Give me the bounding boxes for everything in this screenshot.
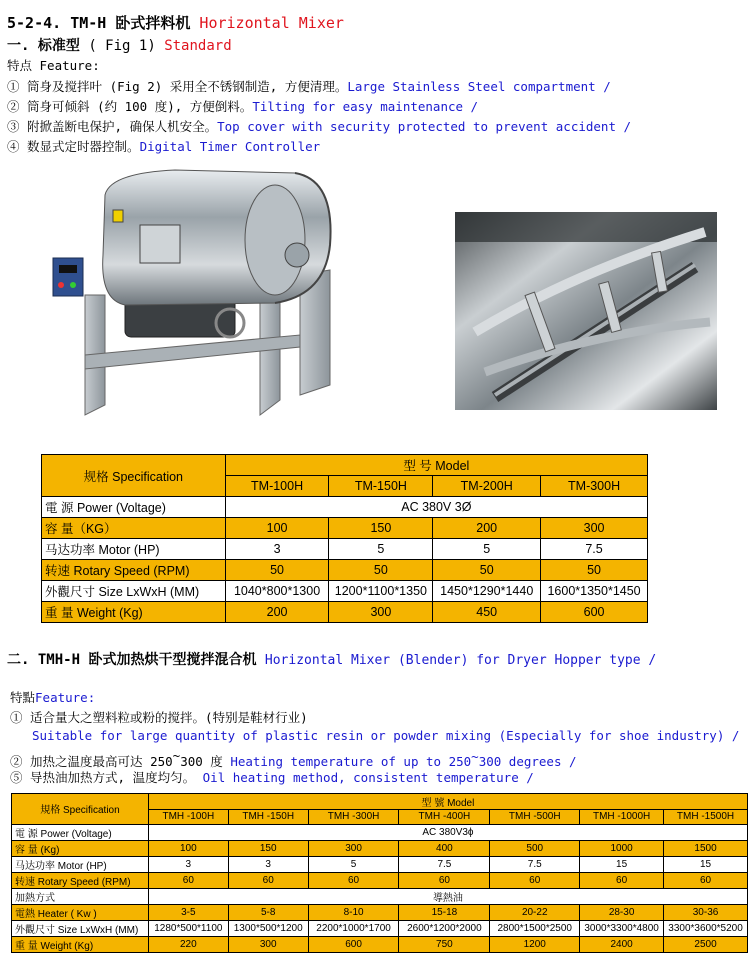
row-label: 容 量 (Kg) [12, 840, 149, 856]
title-cn: 卧式拌料机 [115, 14, 191, 32]
table-cell: 200 [433, 518, 541, 539]
feature-label-cn: 特點 [10, 690, 36, 705]
model-cell: TM-200H [433, 476, 541, 497]
row-label: 電熱 Heater ( Kw ) [12, 904, 149, 920]
model-cell: TMH -500H [490, 810, 580, 825]
feature-label-en: Feature: [35, 690, 96, 705]
table-cell: 5 [329, 539, 433, 560]
row-label: 马达功率 Motor (HP) [12, 856, 149, 872]
section2-heading [7, 649, 656, 669]
table-cell: 300 [541, 518, 648, 539]
feature-1-mark: ① [7, 79, 20, 94]
sec2-feature-2-en-a: Heating temperature of up to 250 [230, 754, 472, 769]
feature-2-mark: ② [7, 99, 20, 114]
table-cell: 100 [148, 840, 228, 856]
row-label: 外觀尺寸 Size LxWxH (MM) [12, 920, 149, 936]
table-cell: 3300*3600*5200 [664, 920, 748, 936]
sec2-feature-1-en: Suitable for large quantity of plastic resin or powder mixing (Especially for shoe industry) / [32, 728, 740, 743]
row-label: 容 量（KG） [42, 518, 226, 539]
sec2-feature-label [10, 688, 95, 706]
sec2-feature-1 [10, 708, 308, 726]
power-label: 電 源 Power (Voltage) [42, 497, 226, 518]
feature-1-en: Large Stainless Steel compartment / [347, 79, 611, 94]
sec2-feature-2-cn-a: 加热之温度最高可达 250 [30, 754, 173, 769]
table-cell: 3 [225, 539, 329, 560]
model-cell: TMH -150H [228, 810, 308, 825]
heat-value: 導熱油 [148, 888, 747, 904]
mixer-machine-photo [45, 165, 345, 440]
table-cell: 20-22 [490, 904, 580, 920]
feature-4-mark: ④ [7, 139, 20, 154]
row-label: 转速 Rotary Speed (RPM) [42, 560, 226, 581]
table-cell: 60 [580, 872, 664, 888]
sub-prefix: 一. [7, 38, 30, 54]
table-cell: 2600*1200*2000 [399, 920, 490, 936]
feature-4-en: Digital Timer Controller [139, 139, 321, 154]
model-cell: TMH -400H [399, 810, 490, 825]
table-cell: 5-8 [228, 904, 308, 920]
power-value: AC 380V3ϕ [148, 824, 747, 840]
sec2-title-cn: 卧式加热烘干型搅拌混合机 [88, 652, 257, 668]
power-label: 電 源 Power (Voltage) [12, 824, 149, 840]
section1-subheading [7, 35, 232, 55]
row-label: 重 量 Weight (Kg) [12, 936, 149, 952]
feature-1 [7, 77, 611, 95]
title-en: Horizontal Mixer [199, 14, 344, 32]
table-cell: 2400 [580, 936, 664, 952]
sec2-title-en: Horizontal Mixer (Blender) for Dryer Hopper type / [264, 653, 657, 668]
table-cell: 50 [225, 560, 329, 581]
table-cell: 1500 [664, 840, 748, 856]
sec2-feature-3-cn: 导热油加热方式, 温度均匀。 [30, 770, 196, 785]
table-cell: 60 [148, 872, 228, 888]
table-cell: 3 [228, 856, 308, 872]
table-cell: 2200*1000*1700 [308, 920, 399, 936]
heat-label: 加熱方式 [12, 888, 149, 904]
feature-3-cn: 附掀盖断电保护, 确保人机安全。 [27, 119, 218, 134]
table-cell: 7.5 [541, 539, 648, 560]
model-code: TM-H [70, 14, 107, 32]
feature-2 [7, 97, 478, 115]
table-cell: 500 [490, 840, 580, 856]
table-cell: 15 [580, 856, 664, 872]
section1-heading [7, 12, 344, 33]
table-cell: 300 [228, 936, 308, 952]
row-label: 重 量 Weight (Kg) [42, 602, 226, 623]
feature-2-cn: 筒身可倾斜 (约 100 度), 方便倒料。 [27, 99, 253, 114]
row-label: 马达功率 Motor (HP) [42, 539, 226, 560]
table-cell: 15 [664, 856, 748, 872]
model-cell: TMH -300H [308, 810, 399, 825]
table-cell: 7.5 [399, 856, 490, 872]
table-cell: 60 [399, 872, 490, 888]
sec2-prefix: 二. [7, 652, 30, 668]
table-cell: 750 [399, 936, 490, 952]
table-cell: 150 [228, 840, 308, 856]
tilde: ~ [471, 749, 479, 764]
sub-fig: ( Fig 1) [88, 38, 156, 54]
sec2-model: TMH-H [37, 652, 81, 668]
model-cell: TM-150H [329, 476, 433, 497]
table-cell: 150 [329, 518, 433, 539]
table-cell: 1280*500*1100 [148, 920, 228, 936]
tilde: ~ [172, 748, 181, 763]
table-cell: 60 [490, 872, 580, 888]
table-cell: 450 [433, 602, 541, 623]
table-cell: 600 [308, 936, 399, 952]
model-cell: TM-300H [541, 476, 648, 497]
feature-3-en: Top cover with security protected to prevent accident / [217, 119, 632, 134]
model-header: 型 號 Model [148, 794, 747, 810]
table-cell: 5 [433, 539, 541, 560]
table-cell: 1450*1290*1440 [433, 581, 541, 602]
table-cell: 220 [148, 936, 228, 952]
table-cell: 2800*1500*2500 [490, 920, 580, 936]
table-cell: 200 [225, 602, 329, 623]
table-cell: 7.5 [490, 856, 580, 872]
feature-4-cn: 数显式定时器控制。 [27, 139, 140, 154]
model-cell: TM-100H [225, 476, 329, 497]
sec2-feature-2 [10, 748, 577, 770]
sec2-feature-2-en-b: 300 degrees / [478, 754, 577, 769]
sec2-feature-3-en: Oil heating method, consistent temperature / [202, 770, 534, 785]
row-label: 转速 Rotary Speed (RPM) [12, 872, 149, 888]
sec2-feature-3-mark: ⑤ [10, 770, 23, 785]
row-label: 外觀尺寸 Size LxWxH (MM) [42, 581, 226, 602]
table-cell: 300 [329, 602, 433, 623]
table-cell: 100 [225, 518, 329, 539]
feature-4 [7, 137, 320, 155]
table-cell: 3000*3300*4800 [580, 920, 664, 936]
table-cell: 600 [541, 602, 648, 623]
table-cell: 60 [664, 872, 748, 888]
sub-en: Standard [164, 38, 232, 54]
table-cell: 60 [228, 872, 308, 888]
table-cell: 1200 [490, 936, 580, 952]
spec-table-standard [41, 454, 648, 623]
sec2-feature-2-cn-b: 300 度 [180, 754, 223, 769]
sec2-feature-2-mark: ② [10, 754, 23, 769]
sub-cn: 标准型 [37, 38, 80, 54]
model-cell: TMH -1000H [580, 810, 664, 825]
power-value: AC 380V 3Ø [225, 497, 647, 518]
feature-2-en: Tilting for easy maintenance / [252, 99, 479, 114]
sec2-feature-1-mark: ① [10, 710, 23, 725]
table-cell: 50 [541, 560, 648, 581]
sec2-feature-1-cn: 适合量大之塑料粒或粉的搅拌。(特别是鞋材行业) [30, 710, 308, 725]
feature-1-cn: 筒身及搅拌叶 (Fig 2) 采用全不锈钢制造, 方便清理。 [27, 79, 348, 94]
feature-3-mark: ③ [7, 119, 20, 134]
section-number: 5-2-4. [7, 14, 62, 32]
table-cell: 50 [329, 560, 433, 581]
table-cell: 400 [399, 840, 490, 856]
table-cell: 30-36 [664, 904, 748, 920]
table-cell: 1040*800*1300 [225, 581, 329, 602]
table-cell: 300 [308, 840, 399, 856]
spec-header: 規格 Specification [12, 794, 149, 825]
table-cell: 28-30 [580, 904, 664, 920]
spec-table-heating [11, 793, 748, 953]
table-cell: 5 [308, 856, 399, 872]
model-cell: TMH -1500H [664, 810, 748, 825]
mixer-interior-photo [455, 212, 717, 410]
model-cell: TMH -100H [148, 810, 228, 825]
model-header: 型 号 Model [225, 455, 647, 476]
table-cell: 60 [308, 872, 399, 888]
sec2-feature-3 [10, 768, 534, 786]
spec-header: 规格 Specification [42, 455, 226, 497]
feature-3 [7, 117, 631, 135]
feature-label: 特点 Feature: [7, 58, 100, 73]
table-cell: 2500 [664, 936, 748, 952]
table-cell: 15-18 [399, 904, 490, 920]
table-cell: 8-10 [308, 904, 399, 920]
table-cell: 3 [148, 856, 228, 872]
table-cell: 1600*1350*1450 [541, 581, 648, 602]
table-cell: 50 [433, 560, 541, 581]
table-cell: 1200*1100*1350 [329, 581, 433, 602]
table-cell: 3-5 [148, 904, 228, 920]
table-cell: 1000 [580, 840, 664, 856]
table-cell: 1300*500*1200 [228, 920, 308, 936]
